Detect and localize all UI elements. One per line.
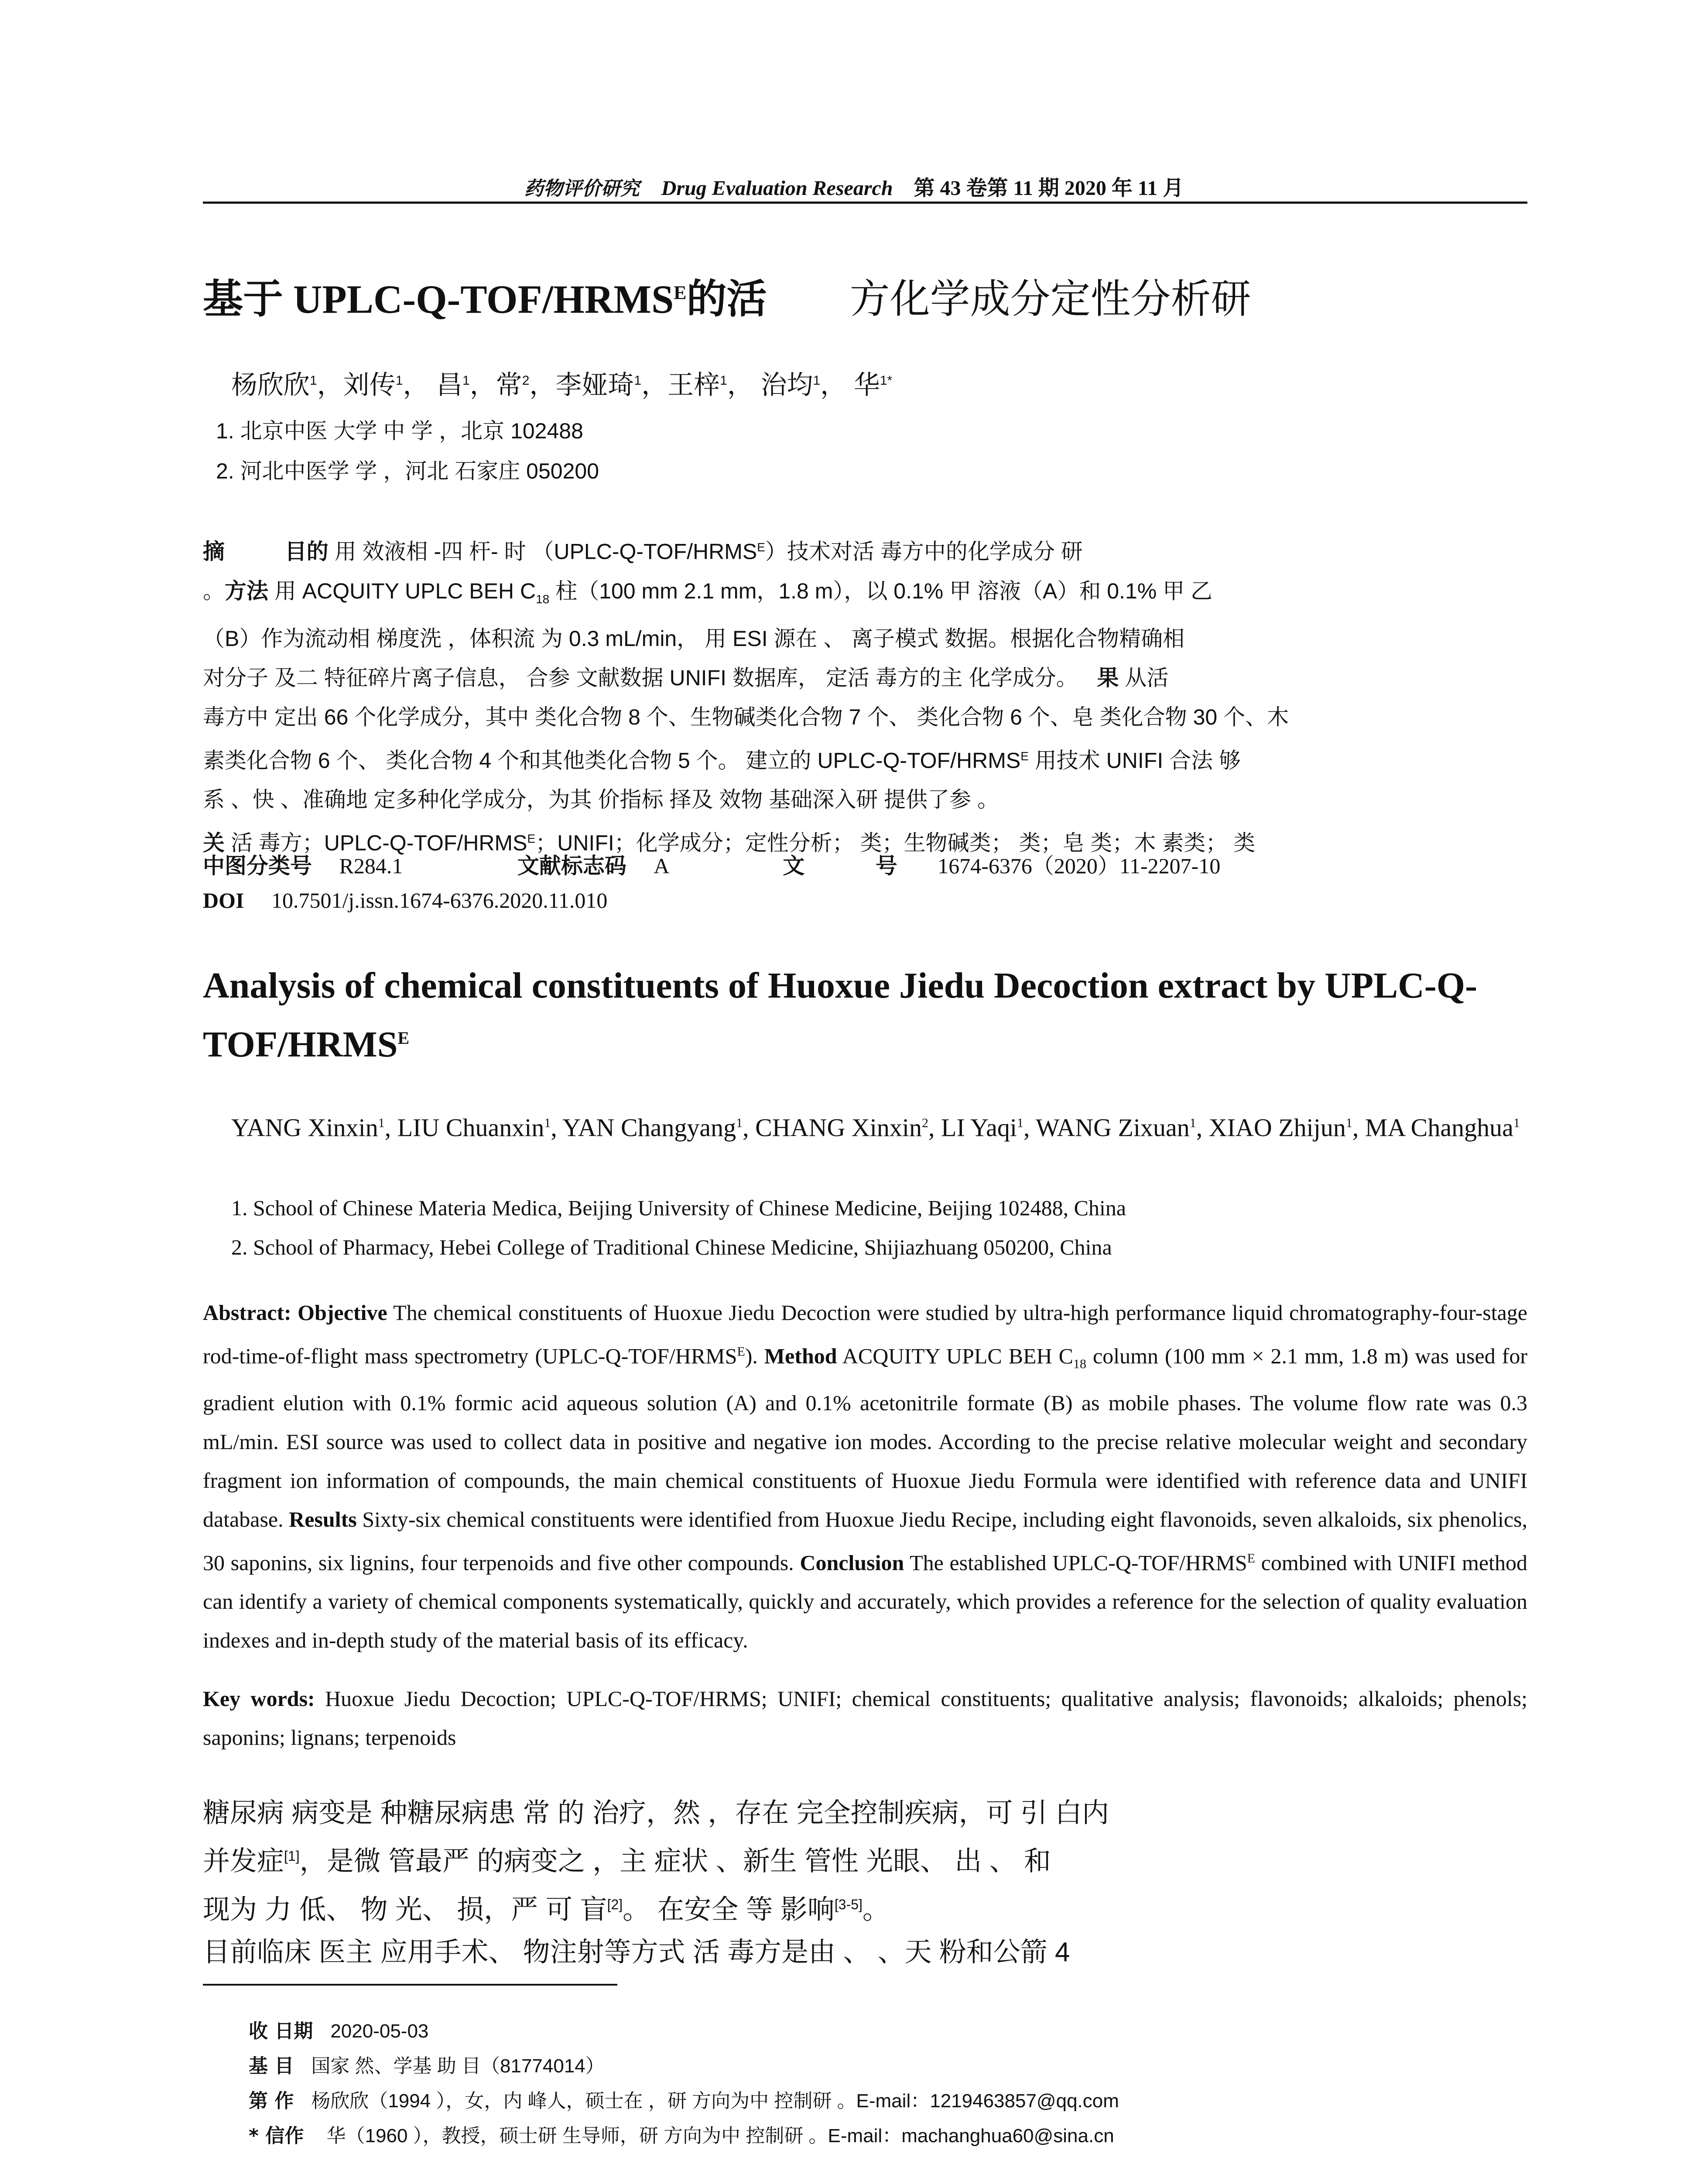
author: LIU Chuanxin <box>397 1113 544 1142</box>
english-keywords: Key words: Huoxue Jiedu Decoction; UPLC-Q-TOF/HRMS; UNIFI; chemical constituents; qualitative analysis; flavonoids; alkaloids; phenols; saponins; lignans; terpenoids <box>203 1686 1527 1750</box>
chinese-affiliation-2: 2. 河北中医学 学 ，河北 石家庄 050200 <box>216 459 599 483</box>
journal-logo: 药物评价研究 <box>524 178 640 200</box>
author: LI Yaqi <box>941 1113 1017 1142</box>
english-affiliation-2: 2. School of Pharmacy, Hebei College of Traditional Chinese Medicine, Shijiazhuang 050200, China <box>231 1235 1112 1259</box>
chinese-affiliation-1: 1. 北京中医 大学 中 学 ，北京 102488 <box>216 419 583 443</box>
author: MA Changhua <box>1365 1113 1513 1142</box>
chinese-title: 基于 UPLC-$Q-TOF/HRMS^E$的活 方化学成分定性分析研 <box>203 276 1251 322</box>
english-title: Analysis of chemical constituents of Huoxue Jiedu Decoction extract by UPLC-$Q-TOF/HRMS^E$ <box>203 965 1478 1065</box>
footnote-fund: 基 目 国家 然、学基 助 目（81774014） <box>249 2055 605 2077</box>
abstract-label: 摘 <box>203 539 225 564</box>
running-header <box>0 171 1708 201</box>
author: YAN Changyang <box>562 1113 736 1142</box>
author: WANG Zixuan <box>1036 1113 1190 1142</box>
chinese-authors: 杨欣欣$^1$，刘传$^1$， 昌$^1$，常$^2$，李娅琦$^1$，王梓$^1$， 治均$^1$， 华$^{1*}$ <box>231 370 893 400</box>
footnote-received: 收 日期 2020-05-03 <box>249 2020 429 2042</box>
footnote-first-author: 第 作 杨欣欣（1994 ），女，内 峰人，硕士在 ，研 方向为中 控制研 。E-mail：1219463857@qq.com <box>249 2090 1119 2112</box>
keywords-label: 关 <box>203 830 225 856</box>
journal-name: Drug Evaluation Research <box>661 177 893 200</box>
classification-line: 中图分类号 R284.1 文献标志码 A 文 号 1674-6376（2020）11-2207-10 <box>203 853 1221 879</box>
author: XIAO Zhijun <box>1208 1113 1346 1142</box>
author: CHANG Xinxin <box>755 1113 922 1142</box>
issue-info: 第 43 卷第 11 期 2020 年 11 月 <box>914 177 1184 200</box>
doi-line: DOI 10.7501/j.issn.1674-6376.2020.11.010 <box>203 888 608 913</box>
chinese-abstract: 摘 目的 用 效液相 -四 杆- 时 $(UPLC-Q-TOF/HRMS^E)$技术对活 毒方中的化学成分 研 。方法 用 ACQUITY UPLC BEH $C_{18}$ 柱（100 mm 2.1 mm，1.8 m），以 0.1% 甲 溶液（A）和 0.1% 甲 乙 （B）作为流动相 梯度洗 ，体积流 为 0.3 mL/min， 用 ESI 源在 、 离子模式 数据。根据化合物精确相 对分子 及二 特征碎片离子信息， 合参 文献数据 UNIFI 数据库， 定活 毒方的主 化学成分。 果 从活 毒方中 定出 66 个化学成分，其中 类化合物 8 个、生物碱类化合物 7 个、 类化合物 6 个、皂 类化合物 30 个、木 素类化合物 6 个、 类化合物 4 个和其他类化合物 5 个。 建立的 UPLC-$Q-TOF/HRMS^E$ 用技术 UNIFI 合法 够 系 、快 、准确地 定多种化学成分，为其 价指标 择及 效物 基础深入研 提供了参 。 关 活 毒方；UPLC-$Q-TOF/HRMS^E$；UNIFI；化学成分；定性分析； 类；生物碱类； 类；皂 类；木 素类； 类 <box>203 539 1289 856</box>
footnote-rule <box>203 1984 617 1986</box>
header-rule <box>203 202 1527 204</box>
footnote-corresponding-author: * 信作 华（1960 ），教授，硕士研 生导师，研 方向为中 控制研 。E-mail：machanghua60@sina.cn <box>249 2125 1114 2147</box>
english-abstract: Abstract: Objective The chemical constituents of Huoxue Jiedu Decoction were studied by ultra-high performance liquid chromatography-four-stage rod-time-of-flight mass spectrometry $(UPLC-Q-TOF/HRMS^E)$. Method ACQUITY UPLC BEH $C_{18}$ column (100 mm × 2.1 mm, 1.8 m) was used for gradient elution with 0.1% formic acid aqueous solution (A) and 0.1% acetonitrile formate (B) as mobile phases. The volume flow rate was 0.3 mL/min. ESI source was used to collect data in positive and negative ion modes. According to the precise relative molecular weight and secondary fragment ion information of compounds, the main chemical constituents of Huoxue Jiedu Formula were identified with reference data and UNIFI database. Results Sixty-six chemical constituents were identified from Huoxue Jiedu Recipe, including eight flavonoids, seven alkaloids, six phenolics, 30 saponins, six lignins, four terpenoids and five other compounds. Conclusion The established UPLC-$Q-TOF/HRMS^E$ combined with UNIFI method can identify a variety of chemical components systematically, quickly and accurately, which provides a reference for the selection of quality evaluation indexes and in-depth study of the material basis of its efficacy. <box>203 1300 1528 1653</box>
english-affiliation-1: 1. School of Chinese Materia Medica, Beijing University of Chinese Medicine, Beijing 102488, China <box>231 1196 1126 1220</box>
author: YANG Xinxin <box>231 1113 378 1142</box>
body-text: 糖尿病 病变是 种糖尿病患 常 的 治疗，然 ，存在 完全控制疾病，可 引 白内 并发症[1]，是微 管最严 的病变之 ，主 症状 、新生 管性 光眼、 出 、 和 现为 力 低、 物 光、 损，严 可 盲[2]。 在安全 等 影响[3-5]。 目前临床 医主 应用手术、 物注射等方式 活 毒方是由 、 、天 粉和公箭 4 <box>203 1798 1109 1968</box>
english-authors: YANG Xinxin$^1$, LIU Chuanxin$^1$, YAN Changyang$^1$, CHANG Xinxin$^2$, LI Yaqi$^1$, WANG Zixuan$^1$, XIAO Zhijun$^1$, MA Changhua$^1$ <box>231 1113 1520 1142</box>
